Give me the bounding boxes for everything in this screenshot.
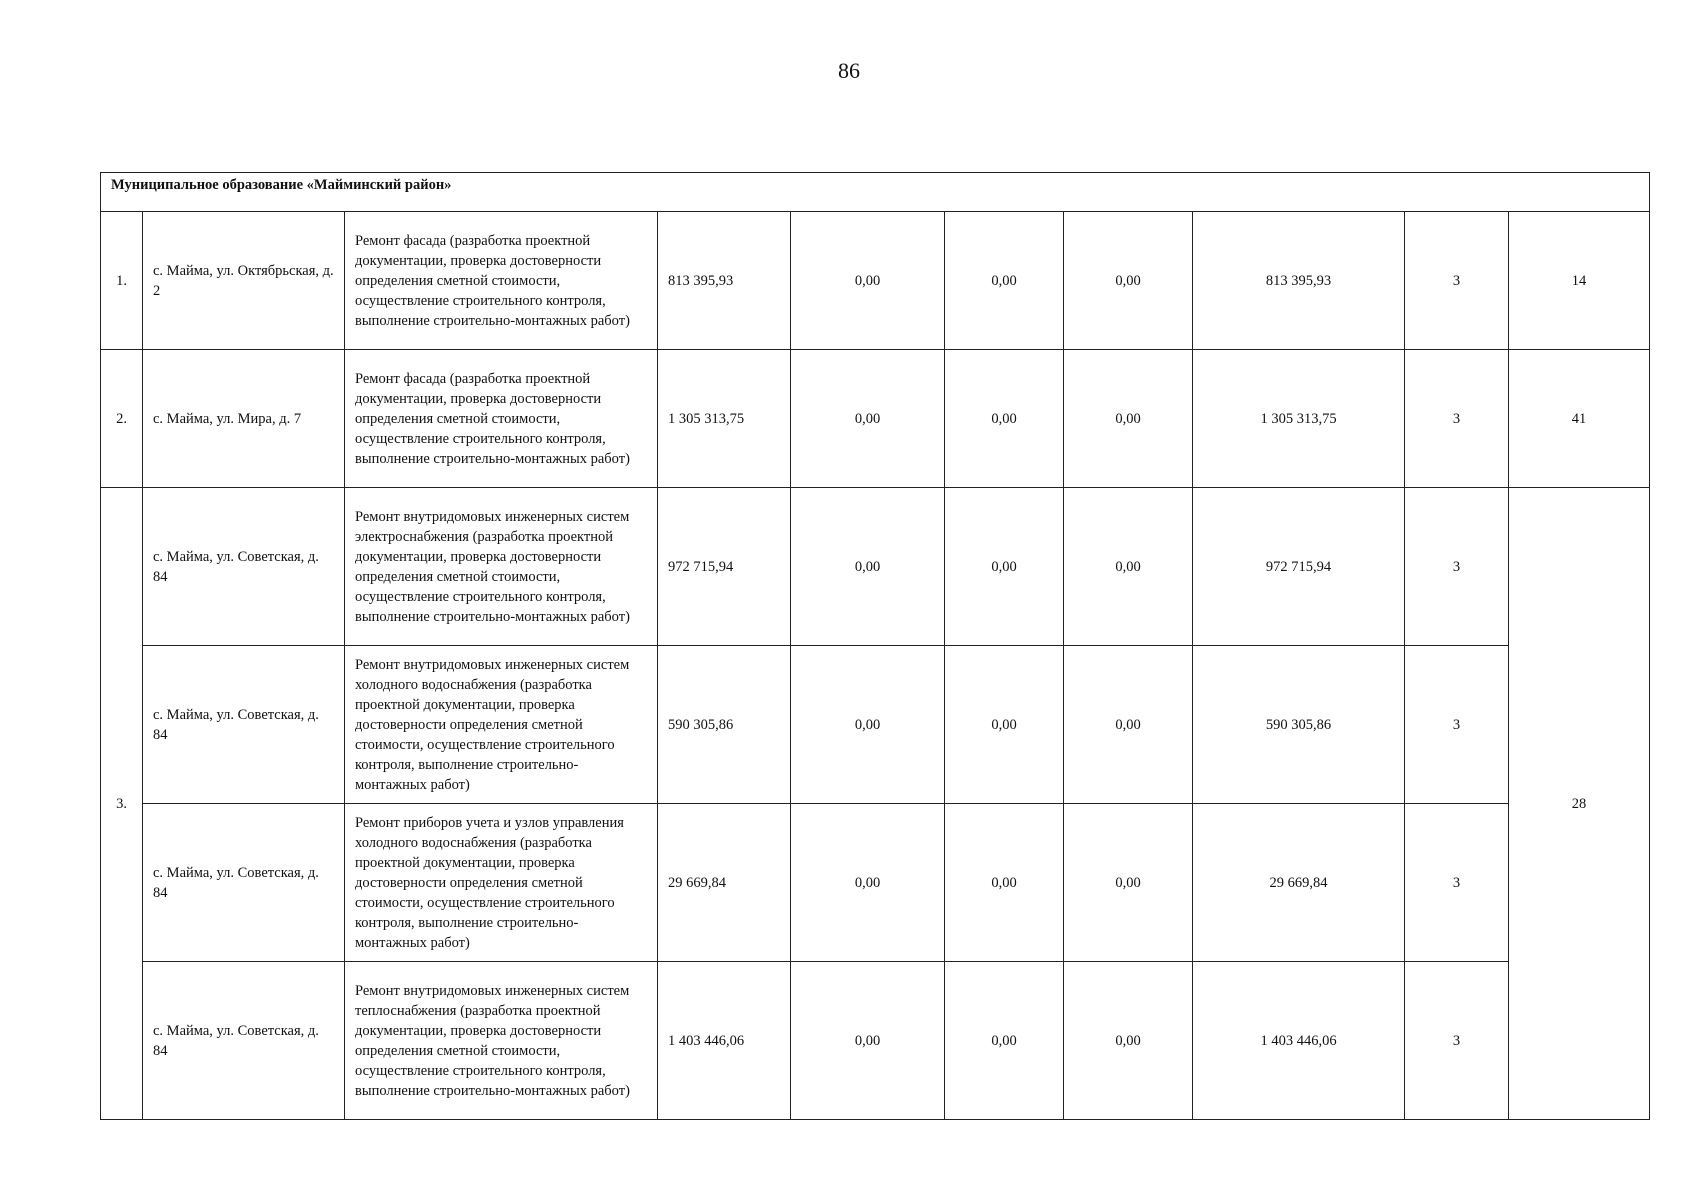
table-row bbox=[101, 962, 1650, 1120]
municipality-header-row bbox=[101, 173, 1650, 212]
funds-cell: 972 715,94 bbox=[1193, 488, 1405, 646]
value-cell: 28 bbox=[1509, 488, 1650, 1120]
value-cell: 3 bbox=[1405, 962, 1509, 1120]
total-cost-cell: 813 395,93 bbox=[658, 212, 791, 350]
value-cell: 0,00 bbox=[1064, 212, 1193, 350]
address-cell: с. Майма, ул. Октябрьская, д. 2 bbox=[143, 212, 345, 350]
address-cell: с. Майма, ул. Советская, д. 84 bbox=[143, 646, 345, 804]
value-cell: 0,00 bbox=[1064, 646, 1193, 804]
address-cell: с. Майма, ул. Мира, д. 7 bbox=[143, 350, 345, 488]
value-cell: 0,00 bbox=[791, 488, 945, 646]
table-row bbox=[101, 488, 1650, 646]
value-cell: 0,00 bbox=[791, 350, 945, 488]
total-cost-cell: 972 715,94 bbox=[658, 488, 791, 646]
work-description-cell: Ремонт приборов учета и узлов управления холодного водоснабжения (разработка проектной документации, проверка достоверности определения сметной стоимости, осуществление строительного контроля, выполнение строительно-монтажных работ) bbox=[345, 804, 658, 962]
value-cell: 0,00 bbox=[1064, 350, 1193, 488]
funds-cell: 1 305 313,75 bbox=[1193, 350, 1405, 488]
value-cell: 0,00 bbox=[945, 804, 1064, 962]
value-cell: 0,00 bbox=[1064, 488, 1193, 646]
value-cell: 0,00 bbox=[945, 350, 1064, 488]
total-cost-cell: 590 305,86 bbox=[658, 646, 791, 804]
page-number: 86 bbox=[838, 58, 860, 83]
row-number: 2. bbox=[101, 350, 143, 488]
value-cell: 0,00 bbox=[945, 646, 1064, 804]
row-number: 3. bbox=[101, 488, 143, 1120]
value-cell: 41 bbox=[1509, 350, 1650, 488]
value-cell: 0,00 bbox=[791, 804, 945, 962]
work-description-cell: Ремонт фасада (разработка проектной документации, проверка достоверности определения сметной стоимости, осуществление строительного контроля, выполнение строительно-монтажных работ) bbox=[345, 350, 658, 488]
total-cost-cell: 29 669,84 bbox=[658, 804, 791, 962]
table-row bbox=[101, 646, 1650, 804]
funds-cell: 813 395,93 bbox=[1193, 212, 1405, 350]
address-cell: с. Майма, ул. Советская, д. 84 bbox=[143, 488, 345, 646]
funds-cell: 29 669,84 bbox=[1193, 804, 1405, 962]
value-cell: 14 bbox=[1509, 212, 1650, 350]
value-cell: 0,00 bbox=[791, 962, 945, 1120]
address-cell: с. Майма, ул. Советская, д. 84 bbox=[143, 804, 345, 962]
value-cell: 3 bbox=[1405, 488, 1509, 646]
value-cell: 0,00 bbox=[945, 962, 1064, 1120]
work-description-cell: Ремонт внутридомовых инженерных систем теплоснабжения (разработка проектной документации, проверка достоверности определения сметной стоимости, осуществление строительного контроля, выполнение строительно-монтажных работ) bbox=[345, 962, 658, 1120]
address-cell: с. Майма, ул. Советская, д. 84 bbox=[143, 962, 345, 1120]
municipality-name: Муниципальное образование «Майминский район» bbox=[101, 173, 1650, 212]
table-row bbox=[101, 804, 1650, 962]
row-number: 1. bbox=[101, 212, 143, 350]
value-cell: 0,00 bbox=[945, 212, 1064, 350]
value-cell: 0,00 bbox=[945, 488, 1064, 646]
value-cell: 0,00 bbox=[791, 646, 945, 804]
value-cell: 3 bbox=[1405, 646, 1509, 804]
value-cell: 3 bbox=[1405, 804, 1509, 962]
total-cost-cell: 1 305 313,75 bbox=[658, 350, 791, 488]
repair-program-table bbox=[100, 172, 1650, 1120]
value-cell: 3 bbox=[1405, 212, 1509, 350]
total-cost-cell: 1 403 446,06 bbox=[658, 962, 791, 1120]
value-cell: 0,00 bbox=[1064, 962, 1193, 1120]
funds-cell: 590 305,86 bbox=[1193, 646, 1405, 804]
funds-cell: 1 403 446,06 bbox=[1193, 962, 1405, 1120]
value-cell: 0,00 bbox=[791, 212, 945, 350]
table-row bbox=[101, 350, 1650, 488]
value-cell: 0,00 bbox=[1064, 804, 1193, 962]
table-row bbox=[101, 212, 1650, 350]
work-description-cell: Ремонт внутридомовых инженерных систем холодного водоснабжения (разработка проектной документации, проверка достоверности определения сметной стоимости, осуществление строительного контроля, выполнение строительно-монтажных работ) bbox=[345, 646, 658, 804]
work-description-cell: Ремонт фасада (разработка проектной документации, проверка достоверности определения сметной стоимости, осуществление строительного контроля, выполнение строительно-монтажных работ) bbox=[345, 212, 658, 350]
value-cell: 3 bbox=[1405, 350, 1509, 488]
work-description-cell: Ремонт внутридомовых инженерных систем электроснабжения (разработка проектной документации, проверка достоверности определения сметной стоимости, осуществление строительного контроля, выполнение строительно-монтажных работ) bbox=[345, 488, 658, 646]
